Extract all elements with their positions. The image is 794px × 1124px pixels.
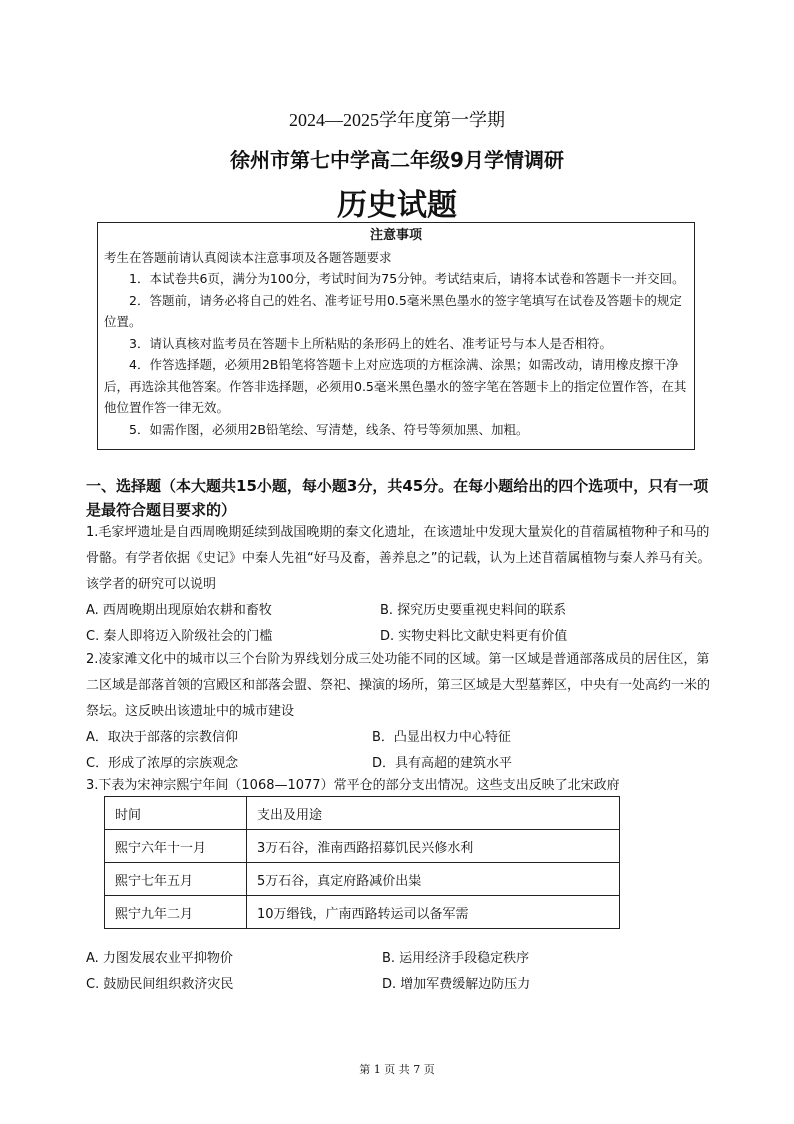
notice-item: 5．如需作图，必须用2B铅笔绘、写清楚，线条、符号等须加黑、加粗。 <box>129 421 529 437</box>
table-cell: 5万石谷，真定府路减价出粜 <box>247 863 620 896</box>
question-stem: 1.毛家坪遗址是自西周晚期延续到战国晚期的秦文化遗址，在该遗址中发现大量炭化的苜蓿属植物种子和马的骨骼。有学者依据《史记》中秦人先祖“好马及畜，善养息之”的记载，认为上述苜蓿属植物与秦人养马有关。该学者的研究可以说明 <box>86 525 711 592</box>
section-heading: 一、选择题（本大题共15小题，每小题3分，共45分。在每小题给出的四个选项中，只有一项是最符合题目要求的） <box>86 477 709 519</box>
option-a[interactable]: A．取决于部落的宗教信仰 <box>86 730 238 745</box>
option-b[interactable]: B. 运用经济手段稳定秩序 <box>382 951 530 966</box>
option-b[interactable]: B. 探究历史要重视史料间的联系 <box>380 603 567 618</box>
table-header-row <box>105 797 620 830</box>
subject-title: 历史试题 <box>337 188 457 223</box>
notice-title: 注意事项 <box>369 228 422 243</box>
option-d[interactable]: D. 增加军费缓解边防压力 <box>382 977 531 992</box>
notice-item: 3．请认真核对监考员在答题卡上所粘贴的条形码上的姓名、准考证号与本人是否相符。 <box>129 335 612 351</box>
option-d[interactable]: D. 实物史料比文献史料更有价值 <box>380 629 568 644</box>
option-c[interactable]: C. 秦人即将迈入阶级社会的门槛 <box>86 629 273 644</box>
option-a[interactable]: A. 西周晚期出现原始农耕和畜牧 <box>86 603 272 618</box>
question-stem: 3.下表为宋神宗熙宁年间（1068—1077）常平仓的部分支出情况。这些支出反映了北宋政府 <box>86 778 620 793</box>
notice-box <box>97 222 695 450</box>
exam-title: 徐州市第七中学高二年级9月学情调研 <box>230 148 564 172</box>
table-header-cell: 时间 <box>105 797 247 830</box>
table-cell: 熙宁九年二月 <box>105 896 247 929</box>
option-c[interactable]: C. 鼓励民间组织救济灾民 <box>86 977 234 992</box>
notice-item: 2．答题前，请务必将自己的姓名、准考证号用0.5毫米黑色墨水的签字笔填写在试卷及答题卡的规定位置。 <box>104 292 682 329</box>
option-a[interactable]: A. 力图发展农业平抑物价 <box>86 951 233 966</box>
table-header-cell: 支出及用途 <box>247 797 620 830</box>
table-cell: 熙宁七年五月 <box>105 863 247 896</box>
table-cell: 10万缗钱，广南西路转运司以备军需 <box>247 896 620 929</box>
data-table <box>104 796 620 929</box>
option-c[interactable]: C．形成了浓厚的宗族观念 <box>86 756 239 771</box>
academic-year: 2024—2025学年度第一学期 <box>289 110 505 130</box>
notice-item: 4．作答选择题，必须用2B铅笔将答题卡上对应选项的方框涂满、涂黑；如需改动，请用橡皮擦干净后，再选涂其他答案。作答非选择题，必须用0.5毫米黑色墨水的签字笔在答题卡上的指定位置作答，在其他位置作答一律无效。 <box>104 357 687 415</box>
table-row <box>105 896 620 929</box>
table-cell: 熙宁六年十一月 <box>105 830 247 863</box>
notice-intro: 考生在答题前请认真阅读本注意事项及各题答题要求 <box>104 249 392 265</box>
notice-item: 1．本试卷共6页，满分为100分，考试时间为75分钟。考试结束后，请将本试卷和答题卡一并交回。 <box>129 271 685 286</box>
table-row <box>105 863 620 896</box>
page-footer: 第 1 页 共 7 页 <box>359 1063 435 1076</box>
question-stem: 2.凌家滩文化中的城市以三个台阶为界线划分成三处功能不同的区域。第一区域是普通部落成员的居住区，第二区域是部落首领的宫殿区和部落会盟、祭祀、操演的场所，第三区域是大型墓葬区，中央有一处高约一米的祭坛。这反映出该遗址中的城市建设 <box>86 652 711 719</box>
option-b[interactable]: B．凸显出权力中心特征 <box>372 730 511 745</box>
table-cell: 3万石谷，淮南西路招募饥民兴修水利 <box>247 830 620 863</box>
table-row <box>105 830 620 863</box>
option-d[interactable]: D．具有高超的建筑水平 <box>372 756 513 771</box>
